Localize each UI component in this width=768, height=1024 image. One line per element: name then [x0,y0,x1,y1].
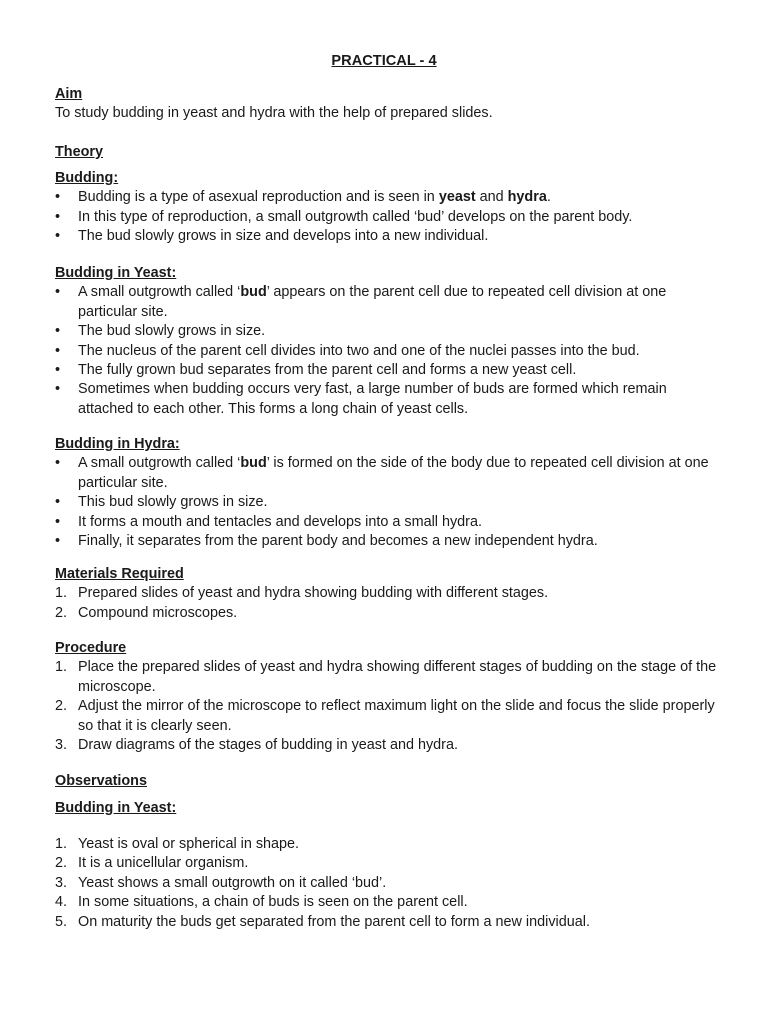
list-number: 2. [55,604,68,621]
list-item: • The bud slowly grows in size. [55,322,725,341]
materials-section [55,565,725,623]
page-title: PRACTICAL - 4 [331,53,437,69]
list-item: 2. Adjust the mirror of the microscope to reflect maximum light on the slide and focus the slide properly so that it is clearly seen. [55,698,715,734]
list-number: 1. [55,836,68,852]
yeast-heading: Budding in Yeast: [55,265,177,281]
list-item: • A small outgrowth called ‘bud’ is formed on the side of the body due to repeated cell division at one particular site. [55,455,709,491]
list-item: 5. On maturity the buds get separated from the parent cell to form a new individual. [55,913,725,932]
bullet-icon: • [55,533,61,550]
list-item: 2. Compound microscopes. [55,604,725,623]
list-number: 2. [55,855,68,872]
list-item: 3. Draw diagrams of the stages of budding in yeast and hydra. [55,736,725,755]
hydra-section [55,435,725,551]
materials-list [55,584,725,623]
observations-subheading-block [55,799,725,818]
list-item: 1. Prepared slides of yeast and hydra showing budding with different stages. [55,584,725,603]
list-number: 1. [55,585,68,602]
observations-subheading: Budding in Yeast: [55,800,177,816]
procedure-list [55,658,725,755]
procedure-heading: Procedure [55,640,127,656]
aim-text: To study budding in yeast and hydra with the help of prepared slides. [55,105,493,122]
bullet-icon: • [55,342,61,359]
list-item: 3. Yeast shows a small outgrowth on it called ‘bud’. [55,874,725,893]
procedure-section [55,639,725,755]
theory-heading-block [55,143,725,162]
observations-section [55,835,725,932]
aim-heading: Aim [55,86,83,102]
bullet-icon: • [55,228,61,245]
observations-heading-block [55,772,725,791]
list-item: • In this type of reproduction, a small outgrowth called ‘bud’ develops on the parent body. [55,208,725,227]
list-number: 1. [55,659,68,676]
materials-heading: Materials Required [55,566,184,582]
bullet-icon: • [55,381,61,398]
observations-list [55,835,725,932]
theory-heading: Theory [55,144,103,160]
bullet-icon: • [55,323,61,340]
aim-section [55,85,725,124]
budding-list [55,188,725,246]
bullet-icon: • [55,284,61,301]
list-item: • This bud slowly grows in size. [55,493,725,512]
list-number: 5. [55,913,68,930]
list-item: • The nucleus of the parent cell divides into two and one of the nuclei passes into the bud. [55,342,725,361]
bullet-icon: • [55,513,61,530]
list-item: 1. Yeast is oval or spherical in shape. [55,835,725,854]
yeast-list [55,283,725,419]
list-number: 4. [55,894,68,911]
bullet-icon: • [55,362,61,379]
list-item: • It forms a mouth and tentacles and develops into a small hydra. [55,513,725,532]
bullet-icon: • [55,455,61,472]
hydra-list [55,454,725,551]
observations-heading: Observations [55,773,147,789]
list-item: • Finally, it separates from the parent body and becomes a new independent hydra. [55,532,725,551]
bullet-icon: • [55,208,61,225]
budding-heading: Budding: [55,170,119,186]
list-item: 2. It is a unicellular organism. [55,854,725,873]
bullet-icon: • [55,189,61,206]
list-item: • Budding is a type of asexual reproduction and is seen in yeast and hydra. [55,188,725,207]
budding-section [55,169,725,247]
hydra-heading: Budding in Hydra: [55,436,180,452]
list-item: • The fully grown bud separates from the parent cell and forms a new yeast cell. [55,361,725,380]
list-item: 4. In some situations, a chain of buds is seen on the parent cell. [55,893,725,912]
bullet-icon: • [55,494,61,511]
list-number: 3. [55,737,68,754]
list-number: 3. [55,874,68,891]
list-number: 2. [55,698,68,715]
list-item: • Sometimes when budding occurs very fast, a large number of buds are formed which remain attached to each other. This forms a long chain of yeast cells. [55,381,667,417]
list-item: 1. Place the prepared slides of yeast and hydra showing different stages of budding on the stage of the microscope. [55,659,717,695]
list-item: • The bud slowly grows in size and develops into a new individual. [55,227,725,246]
list-item: • A small outgrowth called ‘bud’ appears on the parent cell due to repeated cell division at one particular site. [55,284,667,320]
yeast-section [55,264,725,419]
